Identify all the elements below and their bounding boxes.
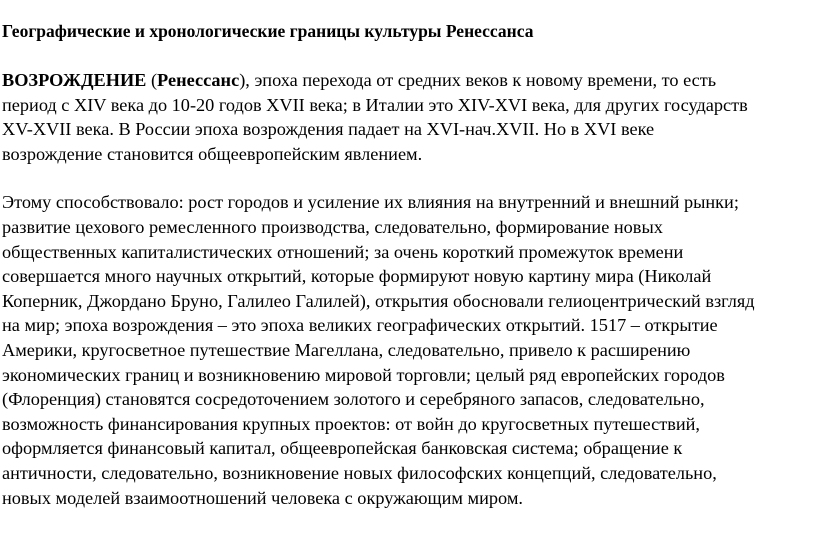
intro-line-3: XV-XVII века. В России эпоха возрождения падает на XVI-нач.XVII. Но в XVI веке [2,119,655,140]
intro-line-1 [2,68,808,93]
page-title: Географические и хронологические границы культуры Ренессанса [2,21,534,41]
body-line: возможность финансирования крупных проектов: от войн до кругосветных путешествий, [2,413,700,434]
intro-line-4: возрождение становится общеевропейским явлением. [2,143,423,164]
body-line: (Флоренция) становятся сосредоточением золотого и серебряного запасов, следовательно, [2,389,705,410]
body-line: на мир; эпоха возрождения – это эпоха великих географических открытий. 1517 – открытие [2,315,718,336]
body-line: Этому способствовало: рост городов и усиление их влияния на внутренний и внешний рынки; [2,192,739,213]
term-renaissance: Ренессанс [157,70,240,90]
body-line: новых моделей взаимоотношений человека с окружающим миром. [2,487,523,508]
paren-close: ) [239,70,246,90]
body-line: Коперник, Джордано Бруно, Галилео Галилей), открытия обосновали гелиоцентрический взгляд [2,290,755,311]
body-line: совершается много научных открытий, которые формируют новую картину мира (Николай [2,266,712,287]
body-line: античности, следовательно, возникновение новых философских концепций, следовательно, [2,462,717,483]
body-line: экономических границ и возникновению мировой торговли; целый ряд европейских городов [2,364,725,385]
body-line: Америки, кругосветное путешествие Магеллана, следовательно, привело к расширению [2,339,691,360]
term-vozrozhdenie: ВОЗРОЖДЕНИЕ [2,70,147,90]
body-line: развитие цехового ремесленного производства, следовательно, формирование новых [2,216,663,237]
body-line: общественных капиталистических отношений; за очень короткий промежуток времени [2,241,684,262]
intro-line-1-rest: , эпоха перехода от средних веков к новому времени, то есть [245,70,717,90]
body-line: оформляется финансовый капитал, общеевропейская банковская система; обращение к [2,438,683,459]
intro-paragraph [2,68,808,166]
paren-open: ( [146,70,158,90]
body-paragraph [2,190,808,510]
intro-line-2: период с XIV века до 10-20 годов XVII века; в Италии это XIV-XVI века, для других государств [2,94,748,115]
